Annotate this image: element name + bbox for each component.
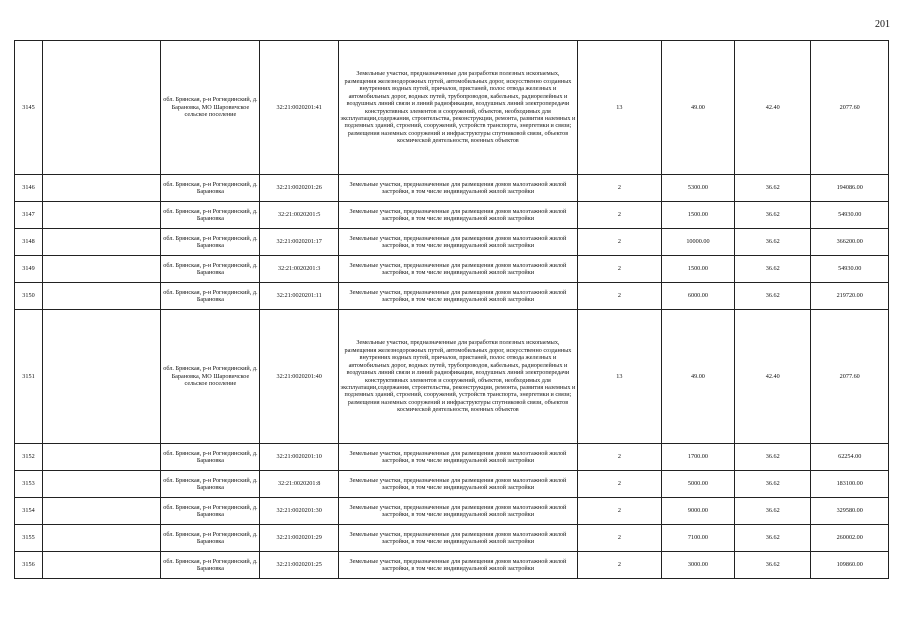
- cadastral-value-cell: 260002.00: [811, 525, 889, 552]
- table-row: [15, 498, 889, 525]
- cadastral-value-cell: 329580.00: [811, 498, 889, 525]
- rate-cell: 42.40: [735, 310, 811, 444]
- row-number-cell: 3151: [15, 310, 43, 444]
- spacer-cell: [42, 202, 160, 229]
- table-body: [15, 41, 889, 579]
- row-number-cell: 3152: [15, 444, 43, 471]
- rate-cell: 36.62: [735, 202, 811, 229]
- spacer-cell: [42, 444, 160, 471]
- table-row: [15, 229, 889, 256]
- group-cell: 2: [577, 202, 661, 229]
- land-use-cell: Земельные участки, предназначенные для размещения домов малоэтажной жилой застройки, в том числе индивидуальной жилой застройки: [338, 256, 577, 283]
- group-cell: 2: [577, 525, 661, 552]
- group-cell: 2: [577, 175, 661, 202]
- rate-cell: 36.62: [735, 444, 811, 471]
- row-number-cell: 3150: [15, 283, 43, 310]
- cadastral-value-cell: 109860.00: [811, 552, 889, 579]
- row-number-cell: 3154: [15, 498, 43, 525]
- area-cell: 5300.00: [661, 175, 734, 202]
- land-use-cell: Земельные участки, предназначенные для разработки полезных ископаемых, размещения железнодорожных путей, автомобильных дорог, искусственно созданных внутренних водных путей, причалов, пристаней, полос отвода железных и автомобильных дорог, водных путей, трубопроводов, кабельных, радиорелейных и воздушных линий связи и линий радиофикации, воздушных линий электропередачи конструктивных элементов и сооружений, объектов, необходимых для эксплуатации,содержания, строительства, реконструкции, ремонта, развития наземных и подземных зданий, строений, сооружений, устройств транспорта, энергетики и связи; размещения наземных сооружений и инфраструктуры спутниковой связи, объектов космической деятельности, военных объектов: [338, 310, 577, 444]
- table-row: [15, 202, 889, 229]
- table-row: [15, 283, 889, 310]
- spacer-cell: [42, 283, 160, 310]
- row-number-cell: 3153: [15, 471, 43, 498]
- rate-cell: 36.62: [735, 283, 811, 310]
- cadastral-value-cell: 54930.00: [811, 256, 889, 283]
- table-row: [15, 471, 889, 498]
- rate-cell: 36.62: [735, 552, 811, 579]
- area-cell: 9000.00: [661, 498, 734, 525]
- cadastral-value-cell: 54930.00: [811, 202, 889, 229]
- cadastral-value-cell: 2077.60: [811, 41, 889, 175]
- cadastral-value-cell: 219720.00: [811, 283, 889, 310]
- area-cell: 6000.00: [661, 283, 734, 310]
- land-registry-table: [14, 40, 889, 579]
- area-cell: 7100.00: [661, 525, 734, 552]
- land-use-cell: Земельные участки, предназначенные для размещения домов малоэтажной жилой застройки, в том числе индивидуальной жилой застройки: [338, 229, 577, 256]
- area-cell: 49.00: [661, 310, 734, 444]
- table-row: [15, 310, 889, 444]
- table-row: [15, 552, 889, 579]
- spacer-cell: [42, 552, 160, 579]
- cadastral-value-cell: 183100.00: [811, 471, 889, 498]
- rate-cell: 36.62: [735, 229, 811, 256]
- area-cell: 3000.00: [661, 552, 734, 579]
- address-cell: обл. Брянская, р-н Рогнединский, д. Барановка, МО Шаровичское сельское поселение: [161, 41, 260, 175]
- spacer-cell: [42, 41, 160, 175]
- address-cell: обл. Брянская, р-н Рогнединский, д. Барановка: [161, 175, 260, 202]
- area-cell: 49.00: [661, 41, 734, 175]
- area-cell: 1700.00: [661, 444, 734, 471]
- cadastral-number-cell: 32:21:0020201:11: [260, 283, 339, 310]
- row-number-cell: 3147: [15, 202, 43, 229]
- cadastral-number-cell: 32:21:0020201:25: [260, 552, 339, 579]
- group-cell: 2: [577, 552, 661, 579]
- row-number-cell: 3146: [15, 175, 43, 202]
- table-row: [15, 256, 889, 283]
- cadastral-number-cell: 32:21:0020201:8: [260, 471, 339, 498]
- land-use-cell: Земельные участки, предназначенные для размещения домов малоэтажной жилой застройки, в том числе индивидуальной жилой застройки: [338, 525, 577, 552]
- rate-cell: 36.62: [735, 175, 811, 202]
- table-row: [15, 525, 889, 552]
- spacer-cell: [42, 175, 160, 202]
- area-cell: 10000.00: [661, 229, 734, 256]
- land-use-cell: Земельные участки, предназначенные для размещения домов малоэтажной жилой застройки, в том числе индивидуальной жилой застройки: [338, 471, 577, 498]
- cadastral-number-cell: 32:21:0020201:40: [260, 310, 339, 444]
- group-cell: 2: [577, 283, 661, 310]
- cadastral-number-cell: 32:21:0020201:3: [260, 256, 339, 283]
- group-cell: 2: [577, 444, 661, 471]
- row-number-cell: 3156: [15, 552, 43, 579]
- spacer-cell: [42, 471, 160, 498]
- cadastral-number-cell: 32:21:0020201:30: [260, 498, 339, 525]
- land-use-cell: Земельные участки, предназначенные для размещения домов малоэтажной жилой застройки, в том числе индивидуальной жилой застройки: [338, 283, 577, 310]
- cadastral-number-cell: 32:21:0020201:17: [260, 229, 339, 256]
- row-number-cell: 3155: [15, 525, 43, 552]
- rate-cell: 36.62: [735, 525, 811, 552]
- land-use-cell: Земельные участки, предназначенные для размещения домов малоэтажной жилой застройки, в том числе индивидуальной жилой застройки: [338, 552, 577, 579]
- table-row: [15, 41, 889, 175]
- address-cell: обл. Брянская, р-н Рогнединский, д. Барановка: [161, 471, 260, 498]
- group-cell: 13: [577, 41, 661, 175]
- page-number: 201: [875, 19, 890, 30]
- address-cell: обл. Брянская, р-н Рогнединский, д. Барановка: [161, 444, 260, 471]
- cadastral-number-cell: 32:21:0020201:10: [260, 444, 339, 471]
- row-number-cell: 3145: [15, 41, 43, 175]
- cadastral-number-cell: 32:21:0020201:26: [260, 175, 339, 202]
- address-cell: обл. Брянская, р-н Рогнединский, д. Барановка: [161, 498, 260, 525]
- group-cell: 13: [577, 310, 661, 444]
- table-row: [15, 444, 889, 471]
- address-cell: обл. Брянская, р-н Рогнединский, д. Барановка: [161, 229, 260, 256]
- rate-cell: 42.40: [735, 41, 811, 175]
- cadastral-value-cell: 366200.00: [811, 229, 889, 256]
- address-cell: обл. Брянская, р-н Рогнединский, д. Барановка, МО Шаровичское сельское поселение: [161, 310, 260, 444]
- cadastral-number-cell: 32:21:0020201:5: [260, 202, 339, 229]
- cadastral-value-cell: 2077.60: [811, 310, 889, 444]
- spacer-cell: [42, 256, 160, 283]
- rate-cell: 36.62: [735, 256, 811, 283]
- row-number-cell: 3149: [15, 256, 43, 283]
- area-cell: 5000.00: [661, 471, 734, 498]
- address-cell: обл. Брянская, р-н Рогнединский, д. Барановка: [161, 552, 260, 579]
- address-cell: обл. Брянская, р-н Рогнединский, д. Барановка: [161, 202, 260, 229]
- land-use-cell: Земельные участки, предназначенные для размещения домов малоэтажной жилой застройки, в том числе индивидуальной жилой застройки: [338, 202, 577, 229]
- area-cell: 1500.00: [661, 256, 734, 283]
- land-use-cell: Земельные участки, предназначенные для размещения домов малоэтажной жилой застройки, в том числе индивидуальной жилой застройки: [338, 175, 577, 202]
- cadastral-value-cell: 194086.00: [811, 175, 889, 202]
- row-number-cell: 3148: [15, 229, 43, 256]
- land-use-cell: Земельные участки, предназначенные для разработки полезных ископаемых, размещения железнодорожных путей, автомобильных дорог, искусственно созданных внутренних водных путей, причалов, пристаней, полос отвода железных и автомобильных дорог, водных путей, трубопроводов, кабельных, радиорелейных и воздушных линий связи и линий радиофикации, воздушных линий электропередачи конструктивных элементов и сооружений, объектов, необходимых для эксплуатации,содержания, строительства, реконструкции, ремонта, развития наземных и подземных зданий, строений, сооружений, устройств транспорта, энергетики и связи; размещения наземных сооружений и инфраструктуры спутниковой связи, объектов космической деятельности, военных объектов: [338, 41, 577, 175]
- spacer-cell: [42, 310, 160, 444]
- rate-cell: 36.62: [735, 471, 811, 498]
- group-cell: 2: [577, 471, 661, 498]
- table-row: [15, 175, 889, 202]
- spacer-cell: [42, 525, 160, 552]
- group-cell: 2: [577, 229, 661, 256]
- rate-cell: 36.62: [735, 498, 811, 525]
- address-cell: обл. Брянская, р-н Рогнединский, д. Барановка: [161, 525, 260, 552]
- group-cell: 2: [577, 256, 661, 283]
- land-use-cell: Земельные участки, предназначенные для размещения домов малоэтажной жилой застройки, в том числе индивидуальной жилой застройки: [338, 444, 577, 471]
- cadastral-number-cell: 32:21:0020201:29: [260, 525, 339, 552]
- cadastral-value-cell: 62254.00: [811, 444, 889, 471]
- area-cell: 1500.00: [661, 202, 734, 229]
- cadastral-number-cell: 32:21:0020201:41: [260, 41, 339, 175]
- land-use-cell: Земельные участки, предназначенные для размещения домов малоэтажной жилой застройки, в том числе индивидуальной жилой застройки: [338, 498, 577, 525]
- spacer-cell: [42, 498, 160, 525]
- address-cell: обл. Брянская, р-н Рогнединский, д. Барановка: [161, 283, 260, 310]
- group-cell: 2: [577, 498, 661, 525]
- spacer-cell: [42, 229, 160, 256]
- address-cell: обл. Брянская, р-н Рогнединский, д. Барановка: [161, 256, 260, 283]
